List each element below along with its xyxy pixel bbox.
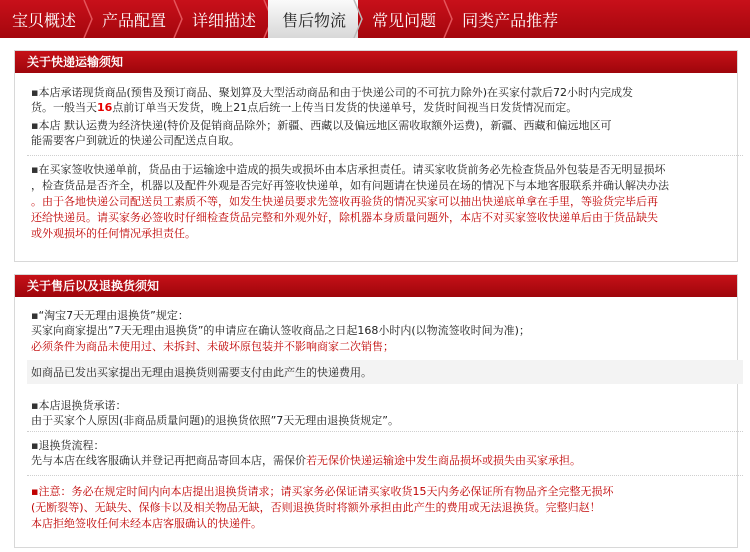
aftersale-text-line: 本店拒绝签收任何未经本店客服确认的快递件。: [31, 517, 262, 530]
aftersale-text-line: ▪本店退换货承诺：: [31, 399, 127, 412]
shipping-panel: [14, 50, 738, 262]
aftersale-text-line: 如商品已发出买家提出无理由退换货则需要支付由此产生的快递费用。: [31, 366, 372, 379]
tab-label: 同类产品推荐: [462, 10, 559, 30]
shipping-text-line: 货。一般当天16点前订单当天发货，晚上21点后统一上传当日发货的快递单号，发货时间视当日发货情况而定。: [31, 101, 578, 114]
divider: [27, 431, 743, 432]
shipping-text-line: ，检查货品是否齐全，机器以及配件外观是否完好再签收快递单，如有问题请在快递员在场的情况下与本地客服联系并确认解决办法: [31, 179, 669, 192]
shipping-text-line: ▪本店 默认运费为经济快递(特价及促销商品除外；新疆、西藏以及偏远地区需收取额外运费)，新疆、西藏和偏远地区可: [31, 119, 612, 132]
shipping-text-line: ▪本店承诺现货商品(预售及预订商品、聚划算及大型活动商品和由于快递公司的不可抗力除外)在买家付款后72小时内完成发: [31, 86, 634, 99]
tab-faq[interactable]: [358, 0, 448, 38]
divider: [27, 475, 743, 476]
aftersale-text-line: ▪退换货流程：: [31, 439, 105, 452]
shipping-text-line: 能需要客户到就近的快递公司配送点自取。: [31, 134, 240, 147]
aftersale-text-line: 由于买家个人原因(非商品质量问题)的退换货依照”7天无理由退换货规定”。: [31, 414, 399, 427]
shipping-text-line: 。由于各地快递公司配送员工素质不等，如发生快递员要求先签收再验货的情况买家可以抽出快递底单拿在手里，等验货完毕后再: [31, 195, 658, 208]
aftersale-text-line: 买家向商家提出”7天无理由退换货”的申请应在确认签收商品之日起168小时内(以物流签收时间为准)；: [31, 324, 530, 337]
aftersale-text-line: 先与本店在线客服确认并登记再把商品寄回本店，需保价若无保价快递运输途中发生商品损坏或损失由买家承担。: [31, 454, 581, 467]
shipping-text-line: 还给快递员。请买家务必签收时仔细检查货品完整和外观外好，除机器本身质量问题外，本店不对买家签收快递单后由于货品缺失: [31, 211, 658, 224]
tab-label: 详细描述: [192, 10, 257, 30]
tab-overview[interactable]: [0, 0, 88, 38]
tab-label: 宝贝概述: [12, 10, 77, 30]
aftersale-text-line: (无断裂等)、无缺失、保修卡以及相关物品无缺，否则退换货时将额外承担由此产生的费用或无法退换货。完整归赵！: [31, 501, 601, 514]
aftersale-text-line: 必须条件为商品未使用过、未拆封、未破坏原包装并不影响商家二次销售；: [31, 340, 394, 353]
shipping-text-line: 或外观损坏的任何情况承担责任。: [31, 227, 196, 240]
shipping-title: 关于快递运输须知: [15, 51, 737, 73]
aftersale-title: 关于售后以及退换货须知: [15, 275, 737, 297]
tab-aftersale-shipping[interactable]: [268, 0, 358, 38]
tab-label: 售后物流: [282, 10, 347, 30]
tab-config[interactable]: [88, 0, 178, 38]
aftersale-text-line: ▪“淘宝7天无理由退换货”规定：: [31, 309, 189, 322]
aftersale-panel: [14, 274, 738, 548]
tab-similar-products[interactable]: [448, 0, 570, 38]
aftersale-text-line: ▪注意：务必在规定时间内向本店提出退换货请求；请买家务必保证请买家收货15天内务必保证所有物品齐全完整无损坏: [31, 485, 614, 498]
tab-details[interactable]: [178, 0, 268, 38]
shipping-text-line: ▪在买家签收快递单前，货品由于运输途中造成的损失或损坏由本店承担责任。请买家收货前务必先检查货品外包装是否无明显损坏: [31, 163, 666, 176]
tab-bar: [0, 0, 750, 38]
cutoff-hour: 16: [97, 101, 113, 114]
divider: [27, 155, 743, 156]
tab-label: 常见问题: [372, 10, 437, 30]
tab-label: 产品配置: [102, 10, 167, 30]
